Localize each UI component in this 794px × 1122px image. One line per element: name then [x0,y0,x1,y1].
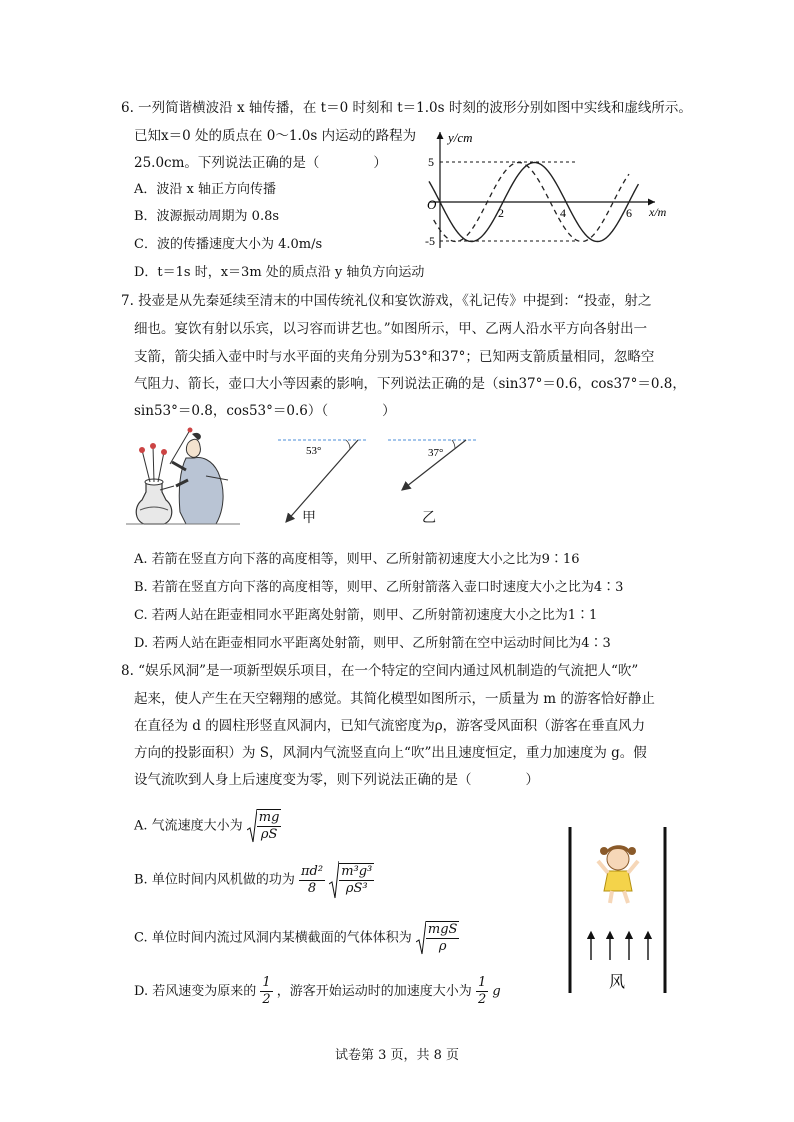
q8-option-c [134,920,459,956]
angle-37-label: 37° [428,447,444,459]
q7-stem-line5: sin53°＝0.8，cos53°＝0.6）（ ） [134,403,396,419]
person-head [186,439,200,457]
q7-stem-line4: 气阻力、箭长，壶口大小等因素的影响，下列说法正确的是（sin37°＝0.6，cos37°＝0.8， [134,376,686,392]
q8-stem-line3: 在直径为 d 的圆柱形竖直风洞内，已知气流密度为ρ，游客受风面积（游客在垂直风力 [134,718,646,734]
q6-stem-line2: 已知x＝0 处的质点在 0～1.0s 内运动的路程为 [134,128,417,144]
q8-option-c-sqrt: $\frac{\text{mgS}}{\rho}$ [416,920,460,956]
q6-option-b: B．波源振动周期为 0.8s [134,209,280,224]
q6-stem-line1: 6. 一列简谐横波沿 x 轴传播，在 t＝0 时刻和 t＝1.0s 时刻的波形分别如图中实线和虚线所示。 [121,100,692,116]
girl-icon [598,845,638,903]
q6-option-a: A．波沿 x 轴正方向传播 [134,182,276,197]
q6-wave-graph [415,126,680,258]
touhu-illustration [120,420,250,528]
q8-stem-line5: 设气流吹到人身上后速度变为零，则下列说法正确的是（ ） [134,772,539,788]
q8-option-d: D. 若风速变为原来的 $\frac{1}{2}$ ，游客开始运动时的加速度大小为 $\frac{1}{2}$ g [134,975,501,1007]
arrow-jia [286,440,358,522]
label-jia: 甲 [302,510,316,526]
x-axis-label: x/m [649,205,667,219]
q8-option-a-text: A. 气流速度大小为 [134,818,243,834]
q8-option-b: B. 单位时间内风机做的功为 $\frac{\text{πd²}}{8}$ $\frac{\text{m³g³}}{\text{ρS³}}$ [134,860,374,900]
q8-stem-line2: 起来，使人产生在天空翱翔的感觉。其简化模型如图所示，一质量为 m 的游客恰好静止 [134,691,655,707]
y-axis-label: y/cm [448,130,473,145]
q6-option-d: D．t＝1s 时，x＝3m 处的质点沿 y 轴负方向运动 [134,265,425,280]
q6-stem-line3: 25.0cm。下列说法正确的是（ ） [134,155,387,171]
x-tick-6: 6 [626,206,632,220]
q8-stem-line4: 方向的投影面积）为 S，风洞内气流竖直向上“吹”出且速度恒定，重力加速度为 g。假 [134,745,647,761]
q8-option-b-sqrt: $\frac{\text{m³g³}}{\text{ρS³}}$ [329,860,374,900]
angle-53-label: 53° [306,445,322,457]
page-footer: 试卷第 3 页，共 8 页 [334,1048,460,1063]
q8-option-a [134,808,281,844]
q8-option-a-sqrt: $\frac{mg}{\rho S}$ [247,808,282,844]
person-robe [179,458,223,524]
y-top-label: 5 [428,155,434,169]
q6-option-c: C．波的传播速度大小为 4.0m/s [134,237,323,252]
wind-label: 风 [609,974,626,991]
x-tick-2: 2 [498,206,504,220]
wind-tunnel-figure [560,825,675,995]
q7-option-c: C. 若两人站在距壶相同水平距离处射箭，则甲、乙所射箭初速度大小之比为1∶1 [134,608,598,623]
q8-option-c-text: C. 单位时间内流过风洞内某横截面的气体体积为 [134,930,412,946]
q8-option-b-text: B. 单位时间内风机做的功为 [134,872,295,888]
q7-option-d: D. 若两人站在距壶相同水平距离处射箭，则甲、乙所射箭在空中运动时间比为4∶3 [134,636,611,651]
q7-option-b: B. 若箭在竖直方向下落的高度相等，则甲、乙所射箭落入壶口时速度大小之比为4∶3 [134,580,624,595]
q7-stem-line3: 支箭，箭尖插入壶中时与水平面的夹角分别为53°和37°；已知两支箭质量相同，忽略空 [134,349,655,365]
q7-stem-line2: 细也。宴饮有射以乐宾，以习容而讲艺也。”如图所示，甲、乙两人沿水平方向各射出一 [134,321,648,337]
y-bottom-label: -5 [425,234,435,248]
origin-label: O [427,197,437,212]
label-yi: 乙 [422,510,436,526]
x-tick-4: 4 [560,206,566,220]
q7-stem-line1: 7. 投壶是从先秦延续至清末的中国传统礼仪和宴饮游戏，《礼记传》中提到：“投壶，射之 [121,293,652,309]
q7-option-a: A. 若箭在竖直方向下落的高度相等，则甲、乙所射箭初速度大小之比为9∶16 [134,552,580,567]
q8-stem-line1: 8. “娱乐风洞”是一项新型娱乐项目，在一个特定的空间内通过风机制造的气流把人“吹” [121,663,639,679]
